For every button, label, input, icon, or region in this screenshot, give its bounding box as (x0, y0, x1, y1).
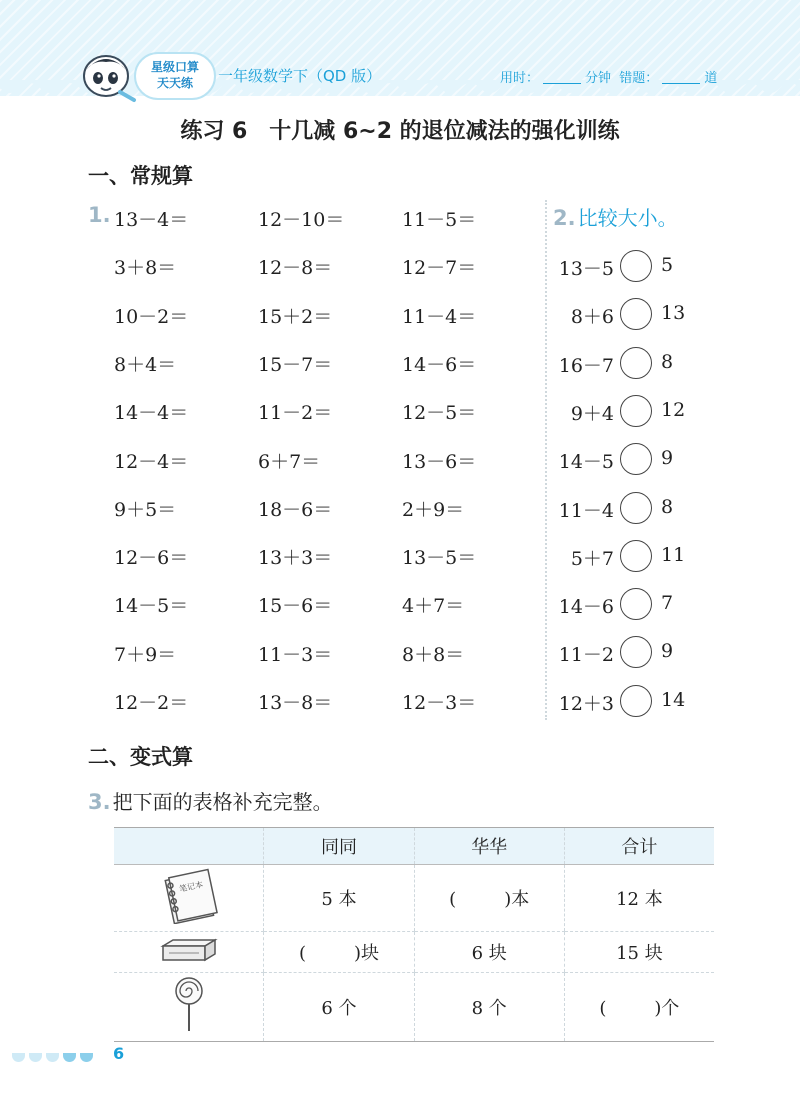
table-header-row (114, 828, 714, 865)
compare-right-value: 13 (661, 302, 686, 325)
compare-left-expression: 9＋4 (570, 402, 614, 425)
table-cell: 5 本 (264, 865, 414, 932)
compare-left-expression: 11－2 (558, 644, 614, 667)
problem-item: 13－6＝ (402, 450, 477, 473)
table-cell-blank[interactable]: ( )个 (564, 973, 714, 1042)
problem-item: 6＋7＝ (258, 450, 321, 473)
compare-left-expression: 11－4 (558, 499, 614, 522)
table-item-cell (114, 973, 264, 1042)
notebook-cover-label: 笔记本 (178, 879, 204, 894)
problem-item: 11－4＝ (402, 305, 477, 328)
problem-item: 12－7＝ (402, 257, 477, 280)
problem-item: 11－2＝ (258, 402, 333, 425)
problem-item: 3＋8＝ (114, 257, 177, 280)
problem-item: 12－4＝ (114, 450, 189, 473)
exercise-number: 练习 6 (180, 119, 248, 144)
page-title (0, 114, 800, 145)
compare-answer-circle[interactable] (620, 250, 652, 282)
table-cell-blank[interactable]: ( )块 (264, 932, 414, 973)
question-3-instruction: 把下面的表格补充完整。 (112, 790, 333, 814)
problem-item: 15＋2＝ (258, 305, 333, 328)
errors-label: 错题： (619, 71, 659, 86)
compare-title (553, 202, 678, 231)
time-unit: 分钟 (585, 71, 612, 86)
mascot-icon (78, 50, 140, 106)
table-cell: 6 块 (414, 932, 564, 973)
table-header-total: 合计 (564, 828, 714, 865)
compare-left-expression: 12＋3 (558, 692, 614, 715)
compare-answer-circle[interactable] (620, 685, 652, 717)
compare-right-value: 9 (661, 447, 674, 470)
problem-item: 4＋7＝ (402, 595, 465, 618)
errors-unit: 道 (704, 71, 718, 86)
compare-right-value: 14 (661, 688, 686, 711)
compare-answer-circle[interactable] (620, 588, 652, 620)
compare-answer-circle[interactable] (620, 540, 652, 572)
problem-item: 18－6＝ (258, 498, 333, 521)
problem-item: 11－5＝ (402, 209, 477, 231)
compare-left-expression: 5＋7 (570, 547, 614, 570)
compare-left-expression: 13－5 (558, 258, 614, 280)
table-row (114, 973, 714, 1042)
question-number-3: 3. (88, 790, 111, 814)
compare-answer-circle[interactable] (620, 298, 652, 330)
problem-item: 8＋4＝ (114, 353, 177, 376)
footer-decoration (12, 1047, 97, 1066)
compare-right-value: 5 (661, 254, 674, 276)
compare-answer-circle[interactable] (620, 347, 652, 379)
page-number: 6 (113, 1044, 125, 1063)
table-row (114, 932, 714, 973)
column-divider (545, 200, 547, 720)
notebook-icon (159, 868, 219, 924)
compare-left-expression: 14－5 (558, 451, 614, 474)
table-header-item (114, 828, 264, 865)
compare-answer-circle[interactable] (620, 492, 652, 524)
problem-item: 11－3＝ (258, 643, 333, 666)
exercise-title: 十几减 6~2 的退位减法的强化训练 (269, 119, 620, 144)
problem-item: 12－10＝ (258, 209, 345, 231)
table-cell-blank[interactable]: ( )本 (414, 865, 564, 932)
time-errors-label (500, 67, 717, 86)
time-label: 用时： (500, 71, 540, 86)
problem-item: 7＋9＝ (114, 643, 177, 666)
problem-item: 13＋3＝ (258, 547, 333, 570)
section-heading-1: 一、常规算 (88, 164, 193, 188)
problem-item: 15－7＝ (258, 353, 333, 376)
problem-item: 13－5＝ (402, 547, 477, 570)
problem-item: 12－3＝ (402, 692, 477, 714)
question-3-title (88, 786, 333, 815)
table-header-huahua: 华华 (414, 828, 564, 865)
grade-label: 一年级数学下（QD 版） (218, 67, 382, 85)
compare-right-value: 11 (661, 543, 686, 566)
fill-table (114, 827, 714, 1042)
problem-item: 12－2＝ (114, 692, 189, 714)
problem-item: 12－8＝ (258, 257, 333, 280)
table-cell: 8 个 (414, 973, 564, 1042)
compare-answer-circle[interactable] (620, 395, 652, 427)
compare-left-expression: 16－7 (558, 354, 614, 377)
compare-instruction: 比较大小。 (577, 206, 678, 230)
question-number-1: 1. (88, 203, 111, 227)
brand-line-1: 星级口算 (150, 60, 199, 74)
table-row (114, 865, 714, 932)
time-blank[interactable] (543, 83, 581, 84)
problem-item: 13－8＝ (258, 692, 333, 714)
compare-left-expression: 8＋6 (570, 306, 614, 329)
table-header-tongtong: 同同 (264, 828, 414, 865)
compare-right-value: 8 (661, 350, 674, 373)
problem-item: 10－2＝ (114, 305, 189, 328)
table-item-cell (114, 932, 264, 973)
table-cell: 15 块 (564, 932, 714, 973)
table-item-cell (114, 865, 264, 932)
problem-item: 8＋8＝ (402, 643, 465, 666)
question-number-2: 2. (553, 206, 576, 230)
problem-item: 9＋5＝ (114, 498, 177, 521)
compare-right-value: 9 (661, 640, 674, 663)
problem-item: 14－5＝ (114, 595, 189, 618)
compare-answer-circle[interactable] (620, 636, 652, 668)
problem-item: 13－4＝ (114, 209, 189, 231)
table-cell: 6 个 (264, 973, 414, 1042)
eraser-box-icon (157, 934, 221, 966)
brand-line-2: 天天练 (156, 76, 193, 90)
problem-item: 15－6＝ (258, 595, 333, 618)
brand-logo (134, 52, 216, 100)
section-heading-2: 二、变式算 (88, 745, 193, 769)
compare-right-value: 7 (661, 592, 674, 615)
problem-item: 2＋9＝ (402, 498, 465, 521)
compare-answer-circle[interactable] (620, 443, 652, 475)
problem-item: 12－6＝ (114, 547, 189, 570)
compare-right-value: 12 (661, 398, 686, 421)
problem-item: 12－5＝ (402, 402, 477, 425)
problem-item: 14－4＝ (114, 402, 189, 425)
problem-item: 14－6＝ (402, 353, 477, 376)
errors-blank[interactable] (662, 83, 700, 84)
compare-right-value: 8 (661, 495, 674, 518)
table-cell: 12 本 (564, 865, 714, 932)
compare-left-expression: 14－6 (558, 596, 614, 619)
lollipop-icon (169, 975, 209, 1035)
